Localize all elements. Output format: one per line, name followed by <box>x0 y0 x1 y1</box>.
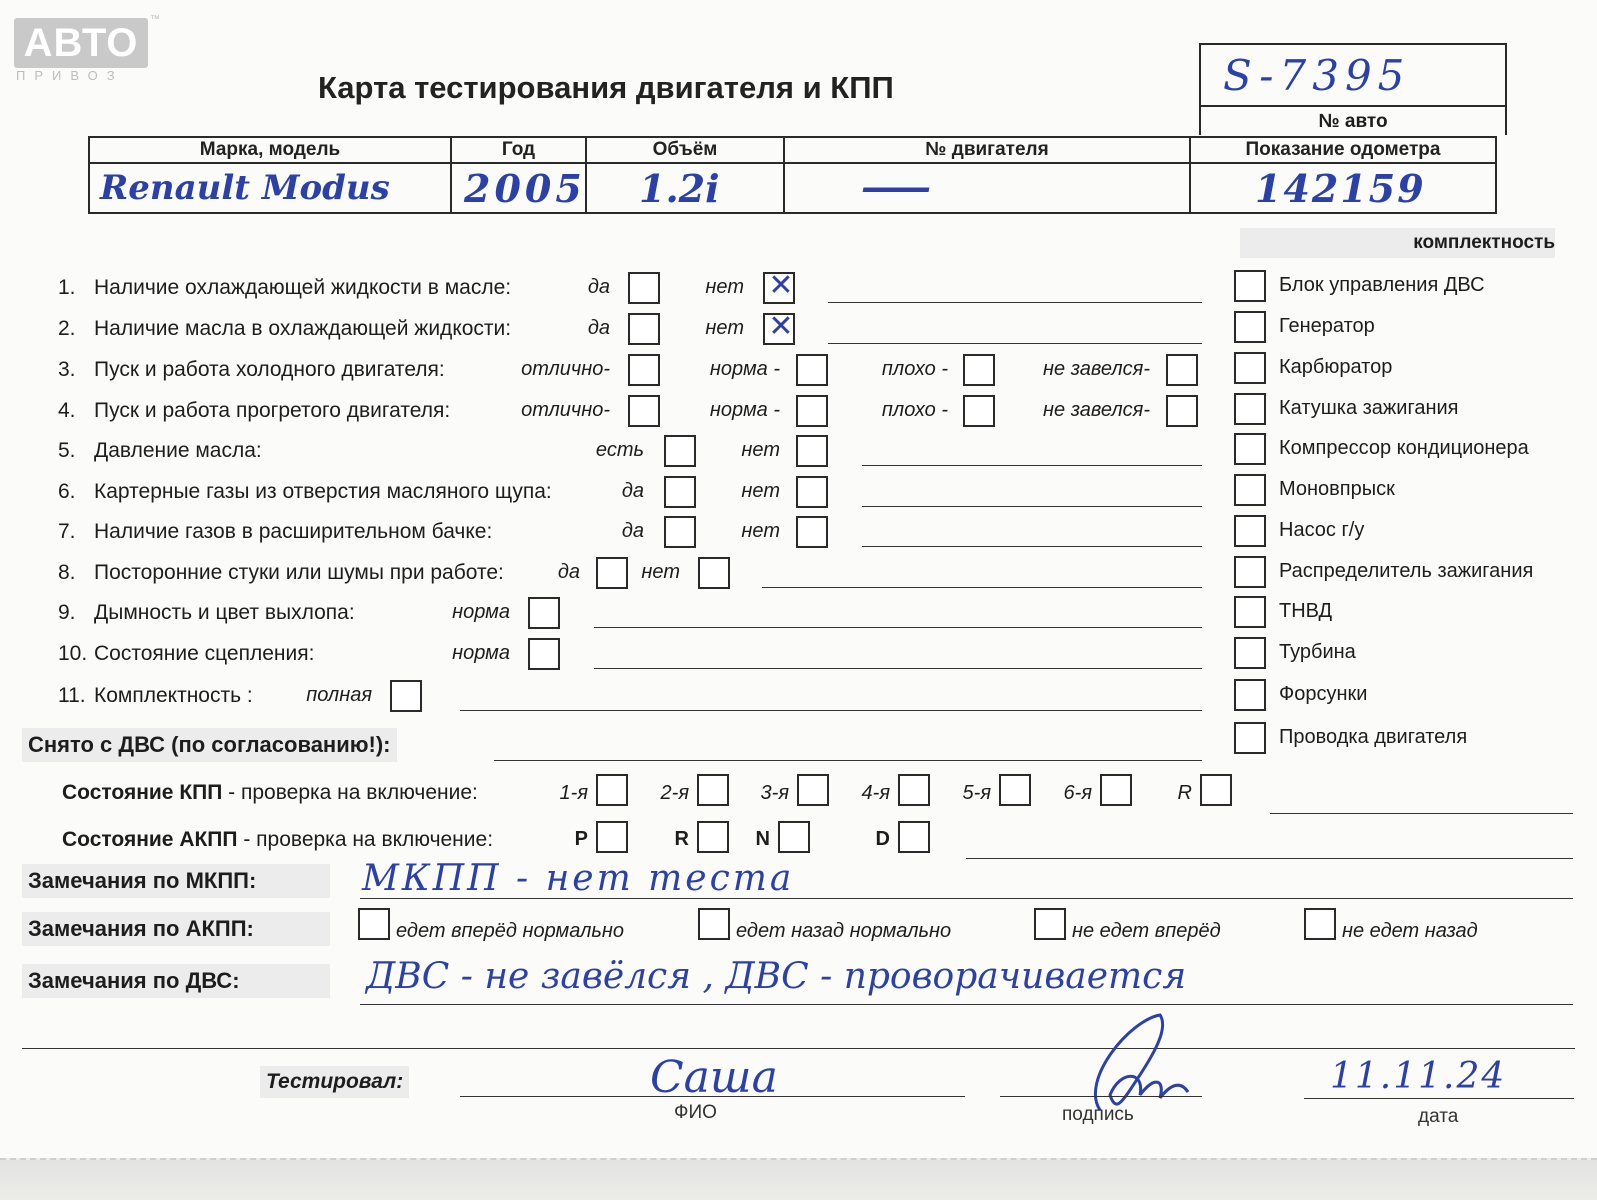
year-cell <box>451 163 586 213</box>
header-col-engine-number: № двигателя <box>784 137 1190 163</box>
gear-label: R <box>1177 782 1192 804</box>
header-col-year: Год <box>451 137 586 163</box>
question-row <box>0 680 1200 714</box>
dvs-notes-label: Замечания по ДВС: <box>22 964 330 998</box>
separator-line <box>22 1048 1575 1049</box>
kpp-label-bold: Состояние КПП <box>62 781 223 804</box>
dvs-notes-line[interactable] <box>360 1004 1573 1005</box>
option-label: есть <box>595 439 644 461</box>
question-text: Посторонние стуки или шумы при работе: <box>94 561 504 584</box>
option-checkbox[interactable] <box>390 680 422 712</box>
kpp-label-rest: - проверка на включение: <box>222 781 478 804</box>
option-checkbox[interactable] <box>698 557 730 589</box>
kit-item-label: Форсунки <box>1279 683 1368 705</box>
kit-item-label: Моновпрыск <box>1279 478 1395 500</box>
check-mark-icon: ✕ <box>768 268 794 303</box>
option-checkbox[interactable] <box>796 476 828 508</box>
akpp-mode-label: P <box>574 828 588 850</box>
akpp-mode-checkbox[interactable] <box>898 821 930 853</box>
option-label: нет <box>641 561 680 583</box>
header-col-volume: Объём <box>586 137 784 163</box>
gear-label: 1-я <box>559 782 588 804</box>
mkpp-notes-value: МКПП - нет теста <box>362 858 795 899</box>
kit-checkbox[interactable] <box>1234 637 1266 669</box>
option-label: не завелся- <box>1043 399 1150 421</box>
akpp-note-label: не едет вперёд <box>1072 920 1221 942</box>
year-value: 2005 <box>464 166 586 211</box>
akpp-note-checkbox[interactable] <box>698 908 730 940</box>
kit-checkbox[interactable] <box>1234 556 1266 588</box>
question-text: Картерные газы из отверстия масляного щупа: <box>94 480 552 503</box>
option-label: норма - <box>709 399 780 421</box>
question-number: 2. <box>58 317 76 340</box>
akpp-note-label: едет назад нормально <box>736 920 952 942</box>
akpp-label-rest: - проверка на включение: <box>237 828 494 851</box>
question-comment-line[interactable] <box>762 587 1202 588</box>
model-value: Renault Modus <box>100 168 390 208</box>
question-number: 8. <box>58 561 76 584</box>
akpp-note-checkbox[interactable] <box>1034 908 1066 940</box>
question-number: 3. <box>58 358 76 381</box>
question-number: 7. <box>58 520 76 543</box>
question-comment-line[interactable] <box>594 627 1202 628</box>
question-number: 11. <box>58 684 86 707</box>
question-comment-line[interactable] <box>862 465 1202 466</box>
kit-item-label: Карбюратор <box>1279 356 1393 378</box>
question-comment-line[interactable] <box>862 546 1202 547</box>
akpp-mode-checkbox[interactable] <box>596 821 628 853</box>
kit-checkbox[interactable] <box>1234 352 1266 384</box>
akpp-note-checkbox[interactable] <box>358 908 390 940</box>
kit-item-label: Генератор <box>1279 315 1375 337</box>
kpp-label <box>62 781 478 805</box>
trademark-mark: ™ <box>150 14 160 25</box>
akpp-line[interactable] <box>966 858 1573 859</box>
option-label: да <box>621 480 644 502</box>
question-text: Комплектность : <box>94 684 253 707</box>
mkpp-notes-label: Замечания по МКПП: <box>22 864 330 898</box>
akpp-note-label: едет вперёд нормально <box>396 920 625 942</box>
gear-label: 4-я <box>861 782 890 804</box>
volume-cell <box>586 163 784 213</box>
gear-label: 2-я <box>660 782 689 804</box>
tester-name-value: Саша <box>650 1052 778 1103</box>
option-label: да <box>587 317 610 339</box>
option-checkbox[interactable] <box>1166 354 1198 386</box>
date-line[interactable] <box>1304 1098 1574 1099</box>
question-comment-line[interactable] <box>460 710 1202 711</box>
akpp-notes-label: Замечания по АКПП: <box>22 912 330 946</box>
akpp-mode-label: N <box>755 828 770 850</box>
question-row <box>0 638 1200 672</box>
akpp-mode-checkbox[interactable] <box>778 821 810 853</box>
question-text: Наличие газов в расширительном бачке: <box>94 520 493 543</box>
gear-label: 3-я <box>760 782 789 804</box>
question-row <box>0 597 1200 631</box>
option-label: полная <box>306 684 372 706</box>
question-comment-line[interactable] <box>828 302 1202 303</box>
option-label: отлично- <box>521 358 610 380</box>
date-value: 11.11.24 <box>1330 1056 1507 1097</box>
question-number: 6. <box>58 480 76 503</box>
question-number: 4. <box>58 399 76 422</box>
akpp-note-checkbox[interactable] <box>1304 908 1336 940</box>
odometer-value: 142159 <box>1255 166 1426 211</box>
option-label: норма <box>452 601 510 623</box>
question-comment-line[interactable] <box>594 668 1202 669</box>
gear-checkbox[interactable] <box>1200 774 1232 806</box>
option-checkbox[interactable] <box>796 516 828 548</box>
question-text: Дымность и цвет выхлопа: <box>94 601 355 624</box>
header-col-odometer: Показание одометра <box>1190 137 1496 163</box>
mkpp-notes-line[interactable] <box>360 898 1573 899</box>
option-checkbox[interactable] <box>528 597 560 629</box>
question-number: 9. <box>58 601 76 624</box>
signature-line[interactable] <box>1000 1096 1202 1097</box>
removed-line[interactable] <box>494 760 1202 761</box>
kit-checkbox[interactable] <box>1234 311 1266 343</box>
option-checkbox[interactable] <box>1166 395 1198 427</box>
date-label: дата <box>1418 1106 1459 1127</box>
check-mark-icon: ✕ <box>768 309 794 344</box>
kit-item-label: Блок управления ДВС <box>1279 274 1485 296</box>
option-checkbox[interactable] <box>763 268 795 304</box>
engine-number-value: —— <box>861 164 925 209</box>
option-checkbox[interactable] <box>963 395 995 427</box>
question-number: 1. <box>58 276 76 299</box>
auto-number-label: № авто <box>1318 111 1388 132</box>
option-label: нет <box>705 317 744 339</box>
fio-label: ФИО <box>674 1102 717 1123</box>
fio-line[interactable] <box>460 1096 965 1097</box>
option-label: нет <box>705 276 744 298</box>
option-label: отлично- <box>521 399 610 421</box>
odometer-cell <box>1190 163 1496 213</box>
option-label: да <box>587 276 610 298</box>
option-checkbox[interactable] <box>796 435 828 467</box>
question-text: Пуск и работа прогретого двигателя: <box>94 399 451 422</box>
akpp-label-bold: Состояние АКПП <box>62 828 238 851</box>
option-label: нет <box>741 439 780 461</box>
option-label: нет <box>741 520 780 542</box>
avtoprivoz-logo <box>14 18 148 68</box>
kit-checkbox[interactable] <box>1234 515 1266 547</box>
kit-item-label: Компрессор кондиционера <box>1279 437 1529 459</box>
kit-item-label: Насос г/у <box>1279 519 1365 541</box>
option-label: да <box>621 520 644 542</box>
option-checkbox[interactable] <box>763 309 795 345</box>
option-label: плохо - <box>881 358 948 380</box>
option-label: норма - <box>709 358 780 380</box>
question-text: Состояние сцепления: <box>94 642 315 665</box>
engine-number-cell <box>784 163 1190 213</box>
removed-from-engine-label: Снято с ДВС (по согласованию!): <box>22 728 397 762</box>
model-cell <box>89 163 451 213</box>
akpp-note-label: не едет назад <box>1342 920 1478 942</box>
question-comment-line[interactable] <box>862 506 1202 507</box>
kit-checkbox[interactable] <box>1234 270 1266 302</box>
torn-edge <box>0 1158 1597 1200</box>
kit-item-label: Распределитель зажигания <box>1279 560 1534 582</box>
kit-checkbox[interactable] <box>1234 393 1266 425</box>
question-number: 5. <box>58 439 76 462</box>
question-text: Наличие охлаждающей жидкости в масле: <box>94 276 512 299</box>
dvs-notes-value: ДВС - не завёлся , ДВС - проворачивается <box>366 956 1187 997</box>
tested-by-label: Тестировал: <box>260 1066 409 1098</box>
kit-item-label: ТНВД <box>1279 600 1333 622</box>
kit-checkbox[interactable] <box>1234 433 1266 465</box>
kit-item-label: Проводка двигателя <box>1279 726 1468 748</box>
option-label: плохо - <box>881 399 948 421</box>
kit-checkbox[interactable] <box>1234 596 1266 628</box>
question-text: Давление масла: <box>94 439 262 462</box>
kit-checkbox[interactable] <box>1234 679 1266 711</box>
option-label: да <box>557 561 580 583</box>
option-label: норма <box>452 642 510 664</box>
question-comment-line[interactable] <box>828 343 1202 344</box>
kit-item-label: Турбина <box>1279 641 1356 663</box>
kit-title: комплектность <box>1240 228 1555 258</box>
option-label: нет <box>741 480 780 502</box>
logo-text: АВТО <box>23 21 139 65</box>
akpp-mode-label: R <box>674 828 689 850</box>
logo-subtitle: ПРИВОЗ <box>16 68 124 83</box>
auto-number-value: S-7395 <box>1223 51 1411 100</box>
option-checkbox[interactable] <box>528 638 560 670</box>
kpp-line[interactable] <box>1270 813 1573 814</box>
akpp-label <box>62 828 493 852</box>
auto-box-divider <box>1201 105 1505 107</box>
kit-checkbox[interactable] <box>1234 722 1266 754</box>
vehicle-header-table <box>88 136 1497 214</box>
page-title: Карта тестирования двигателя и КПП <box>318 70 894 105</box>
option-label: не завелся- <box>1043 358 1150 380</box>
gear-label: 6-я <box>1063 782 1092 804</box>
volume-value: 1.2i <box>639 166 720 211</box>
option-checkbox[interactable] <box>963 354 995 386</box>
kit-item-label: Катушка зажигания <box>1279 397 1459 419</box>
question-text: Пуск и работа холодного двигателя: <box>94 358 445 381</box>
question-text: Наличие масла в охлаждающей жидкости: <box>94 317 512 340</box>
akpp-mode-label: D <box>875 828 890 850</box>
gear-label: 5-я <box>962 782 991 804</box>
question-number: 10. <box>58 642 88 665</box>
kit-checkbox[interactable] <box>1234 474 1266 506</box>
header-col-model: Марка, модель <box>89 137 451 163</box>
auto-number-box <box>1199 43 1507 135</box>
signature-label: подпись <box>1062 1104 1134 1125</box>
